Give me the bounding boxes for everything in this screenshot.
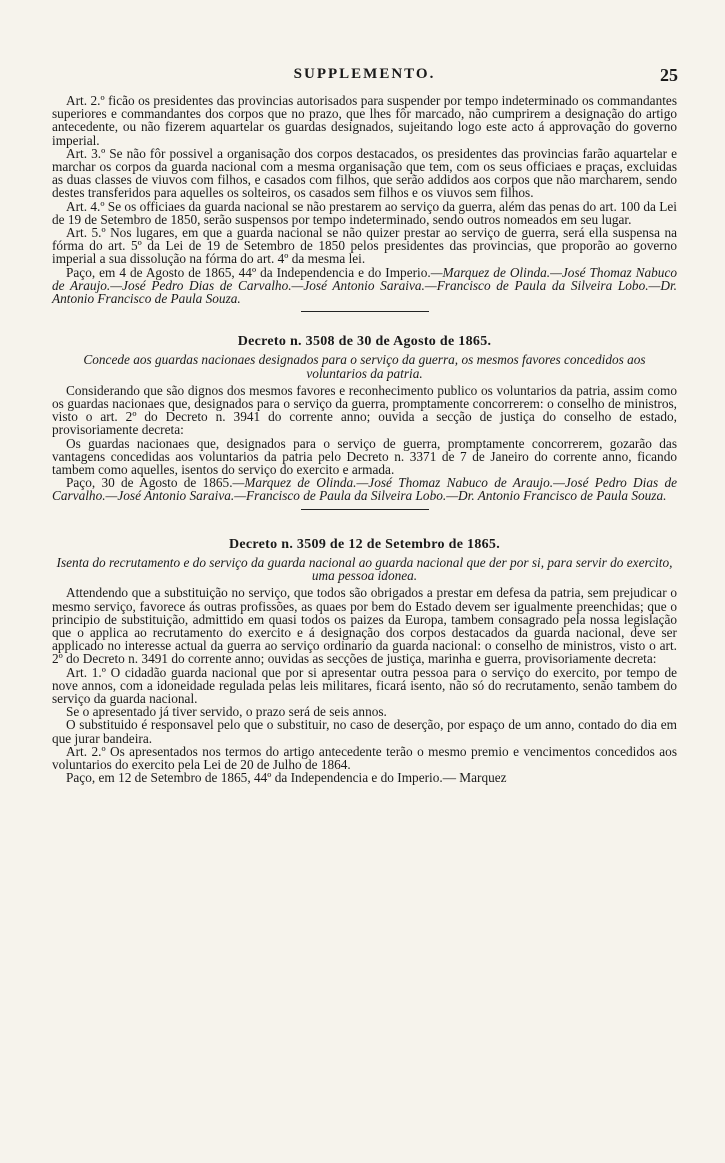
article-4-paragraph: Art. 4.º Se os officiaes da guarda nacional se não prestarem ao serviço da guerra, além das penas do art. 100 da Lei de 19 de Setembro de 1850, serão suspensos por tempo indeterminado, sendo outros nomeados em seu lugar. [52, 198, 677, 227]
closing-paragraph [52, 266, 677, 306]
decree-3509-preamble: Attendendo que a substituição no serviço, que todos são obrigados a prestar em defesa da patria, sem prejudicar o mesmo serviço, favorece ás outras profissões, as quaes por bem do Estado devem ser igualmente preenchidas; que o principio de substituição, admittido em quasi todos os paizes da Europa, tambem consagrado pela nossa legislação que o applica ao recrutamento do exercito e á designação dos corpos destacados da guarda nacional, deve ser applicado no interesse actual da guerra ao serviço ordinario da guarda nacional: o conselho de ministros, visto o art. 2º do Decreto n. 3491 do corrente anno; ouvidas as secções de justiça, marinha e guerra, provisoriamente decreta: [52, 585, 677, 667]
signatures: —Marquez de Olinda.—José Thomaz Nabuco de Araujo.—José Pedro Dias de Carvalho.—José Antonio Saraiva.—Francisco de Paula da Silveira Lobo.—Dr. Antonio Francisco de Paula Souza. [52, 264, 677, 307]
decree-3508-summary: Concede aos guardas nacionaes designados para o serviço da guerra, os mesmos favores concedidos aos voluntarios da patria. [83, 352, 646, 381]
decree-3509-title: Decreto n. 3509 de 12 de Setembro de 1865. [228, 536, 501, 552]
page-number: 25 [660, 65, 678, 85]
decree-3509-article-2: Art. 2.º Os apresentados nos termos do artigo antecedente terão o mesmo premio e vencimentos concedidos aos voluntarios do exercito pela Lei de 20 de Julho de 1864. [52, 743, 677, 772]
decree-3508-closing-paragraph [52, 476, 677, 502]
closing-date: Paço, em 4 de Agosto de 1865, 44º da Independencia e do Imperio. [66, 264, 431, 280]
page-body [52, 94, 677, 784]
article-5-paragraph: Art. 5.º Nos lugares, em que a guarda nacional se não quizer prestar ao serviço de guerra, será ella suspensa na fórma do art. 5º da Lei de 19 de Setembro de 1850 pelos presidentes das provincias, que proporão ao governo imperial a sua dissolução na fórma do art. 4º da mesma lei. [52, 225, 677, 267]
section-divider [301, 509, 429, 510]
decree-3509-paragraph-2: Se o apresentado já tiver servido, o prazo será de seis annos. [66, 704, 387, 720]
running-title: SUPPLEMENTO. [293, 66, 436, 82]
decree-3509-summary: Isenta do recrutamento e do serviço da guarda nacional ao guarda nacional que der por si, para servir do exercito, uma pessoa idonea. [56, 554, 673, 584]
decree-3508-signatures: —Marquez de Olinda.—José Thomaz Nabuco de Araujo.—José Pedro Dias de Carvalho.—José Antonio Saraiva.—Francisco de Paula da Silveira Lobo.—Dr. Antonio Francisco de Paula Souza. [52, 475, 677, 504]
decree-3509-paragraph-3: O substituido é responsavel pelo que o substituir, no caso de deserção, por espaço de um anno, contado do dia em que jurar bandeira. [52, 717, 677, 746]
article-2-paragraph: Art. 2.º ficão os presidentes das provincias autorisados para suspender por tempo indeterminado os commandantes superiores e commandantes dos corpos que no prazo, que lhes fôr marcado, não cumprirem a designação do artigo antecedente, ou não fizerem aquartelar os guardas designados, sujeitando logo este acto á approvação do governo imperial. [52, 93, 677, 148]
decree-3509-article-1: Art. 1.º O cidadão guarda nacional que por si apresentar outra pessoa para o serviço do exercito, por tempo de nove annos, com a idoneidade regulada pelas leis militares, ficará isento, não só do recrutamento, senão tambem do serviço da guarda nacional. [52, 664, 677, 706]
page-header [52, 66, 677, 86]
article-3-paragraph: Art. 3.º Se não fôr possivel a organisação dos corpos destacados, os presidentes das provincias farão aquartelar e marchar os corpos da guarda nacional com a mesma organisação que tem, com os seus officiaes e praças, excluidas as duas classes de viuvos com filhos, e casados com filhos, que serão addidos aos corpos que não marcharem, sendo destes transferidos para aquelles os solteiros, os casados sem filhos e os viuvos sem filhos. [52, 145, 677, 201]
decree-3509-closing: Paço, em 12 de Setembro de 1865, 44º da Independencia e do Imperio.— Marquez [66, 770, 507, 786]
decree-3508-body: Os guardas nacionaes que, designados para o serviço de guerra, promptamente concorrerem, gozarão das vantagens concedidas aos voluntarios da patria pelo Decreto n. 3371 de 7 de Janeiro do corrente anno, ficando tambem como aquelles, isentos do serviço do exercito e armada. [52, 435, 677, 478]
section-divider [301, 311, 429, 312]
decree-3508-title: Decreto n. 3508 de 30 de Agosto de 1865. [237, 334, 492, 350]
decree-3508-preamble: Considerando que são dignos dos mesmos favores e reconhecimento publico os voluntarios da patria, assim como os guardas nacionaes que, designados para o serviço da guerra, promptamente concorrerem: o conselho de ministros, visto o art. 2º do Decreto n. 3941 do corrente anno; ouvida a secção de justiça do conselho de estado, provisoriamente decreta: [52, 382, 677, 438]
decree-3508-closing: Paço, 30 de Agosto de 1865. [66, 475, 233, 491]
